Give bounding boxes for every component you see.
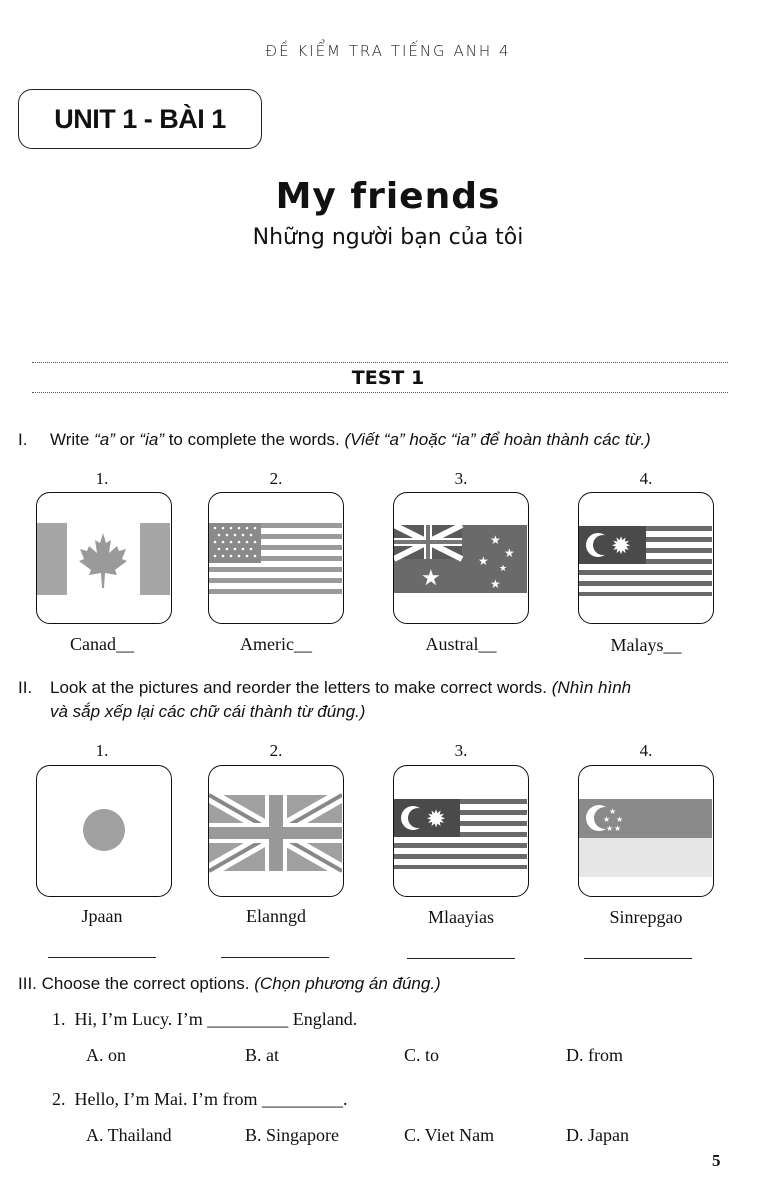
instruction-text: Write (50, 430, 95, 449)
canada-flag-card (36, 492, 172, 624)
lesson-subtitle: Những người bạn của tôi (252, 225, 524, 250)
question-number: 2. (52, 1089, 66, 1109)
page-number: 5 (712, 1151, 721, 1170)
option[interactable]: C. Viet Nam (404, 1125, 495, 1145)
svg-text:★: ★ (616, 815, 624, 824)
australia-flag-card (393, 492, 529, 624)
scrambled-word: Sinrepgao (609, 907, 683, 927)
scrambled-word: Mlaayias (428, 907, 494, 927)
section1-instruction (18, 428, 651, 452)
divider-bottom (32, 392, 728, 393)
answer-line[interactable] (48, 957, 156, 958)
malaysia-flag-card (578, 492, 714, 624)
answer-blank[interactable]: _________ (261, 1089, 343, 1109)
section2-translation: và sắp xếp lại các chữ cái thành từ đúng.) (50, 702, 366, 721)
svg-text:★: ★ (421, 566, 441, 591)
svg-text:★: ★ (499, 564, 508, 574)
usa-flag-card (208, 492, 344, 624)
scrambled-word: Elanngd (246, 906, 306, 926)
item-number: 2. (269, 469, 283, 488)
divider-top (32, 362, 728, 363)
instruction-text: or (114, 430, 140, 449)
question-number: 1. (52, 1009, 66, 1029)
section3-instruction (18, 972, 441, 996)
australia-flag-icon (394, 493, 527, 622)
word-prompt: Canad__ (70, 634, 134, 654)
test-heading: TEST 1 (351, 367, 425, 389)
canada-flag-icon (37, 493, 170, 622)
section3-translation: (Chọn phương án đúng.) (254, 974, 441, 993)
instruction-text: to complete the words. (163, 430, 345, 449)
svg-text:★: ★ (606, 824, 614, 833)
unit-badge (18, 89, 262, 149)
malaysia-flag-icon (394, 766, 527, 895)
answer-line[interactable] (584, 958, 692, 959)
svg-text:★: ★ (609, 807, 617, 816)
singapore-flag-icon (579, 766, 712, 895)
svg-text:★: ★ (504, 546, 515, 560)
word-prompt: Americ__ (240, 634, 312, 654)
section2-translation: (Nhìn hình (551, 678, 632, 697)
svg-text:✹: ✹ (611, 532, 632, 560)
word-prompt: Austral__ (425, 634, 497, 654)
option[interactable]: A. Thailand (86, 1125, 172, 1145)
option[interactable]: B. at (245, 1045, 279, 1065)
item-number: 1. (95, 741, 109, 760)
question-text: . (342, 1089, 348, 1109)
option[interactable]: B. Singapore (245, 1125, 339, 1145)
section2-instruction (18, 676, 758, 724)
option-ia-text: “ia” (139, 430, 164, 449)
question-2 (52, 1089, 347, 1110)
option[interactable]: C. to (404, 1045, 440, 1065)
word-prompt: Malays__ (610, 635, 682, 655)
svg-text:★: ★ (478, 554, 489, 568)
answer-line[interactable] (407, 958, 515, 959)
question-text: England. (288, 1009, 358, 1029)
item-number: 2. (269, 741, 283, 760)
item-number: 4. (639, 741, 653, 760)
section2-number: II. (18, 678, 33, 697)
japan-flag-card (36, 765, 172, 897)
svg-text:★: ★ (490, 577, 501, 591)
question-text: Hi, I’m Lucy. I’m (74, 1009, 208, 1029)
answer-line[interactable] (221, 957, 329, 958)
item-number: 4. (639, 469, 653, 488)
svg-text:★: ★ (490, 533, 501, 547)
svg-text:★: ★ (603, 815, 611, 824)
option[interactable]: D. Japan (566, 1125, 629, 1145)
japan-flag-icon (37, 766, 170, 895)
item-number: 1. (95, 469, 109, 488)
option[interactable]: D. from (566, 1045, 623, 1065)
item-number: 3. (454, 469, 468, 488)
unit-label: UNIT 1 - BÀI 1 (54, 103, 226, 134)
uk-flag-icon (209, 766, 342, 895)
section1-translation: (Viết “a” hoặc “ia” để hoàn thành các từ.) (344, 430, 651, 449)
option[interactable]: A. on (86, 1045, 126, 1065)
question-1 (52, 1009, 357, 1030)
question-text: Hello, I’m Mai. I’m from (74, 1089, 262, 1109)
svg-text:✹: ✹ (426, 805, 447, 833)
answer-blank[interactable]: _________ (207, 1009, 289, 1029)
section1-number: I. (18, 430, 28, 449)
option-a-text: “a” (94, 430, 115, 449)
usa-flag-icon (209, 493, 342, 622)
section3-number: III. (18, 974, 37, 993)
scrambled-word: Jpaan (81, 906, 123, 926)
svg-text:★: ★ (614, 824, 622, 833)
instruction-text: Choose the correct options. (36, 974, 255, 993)
singapore-flag-card (578, 765, 714, 897)
malaysia-flag-icon (579, 493, 712, 622)
item-number: 3. (454, 741, 468, 760)
instruction-text: Look at the pictures and reorder the letters to make correct words. (50, 678, 552, 697)
uk-flag-card (208, 765, 344, 897)
book-header: ĐỀ KIỂM TRA TIẾNG ANH 4 (265, 42, 511, 60)
malaysia-flag-card (393, 765, 529, 897)
lesson-title: My friends (275, 176, 501, 217)
